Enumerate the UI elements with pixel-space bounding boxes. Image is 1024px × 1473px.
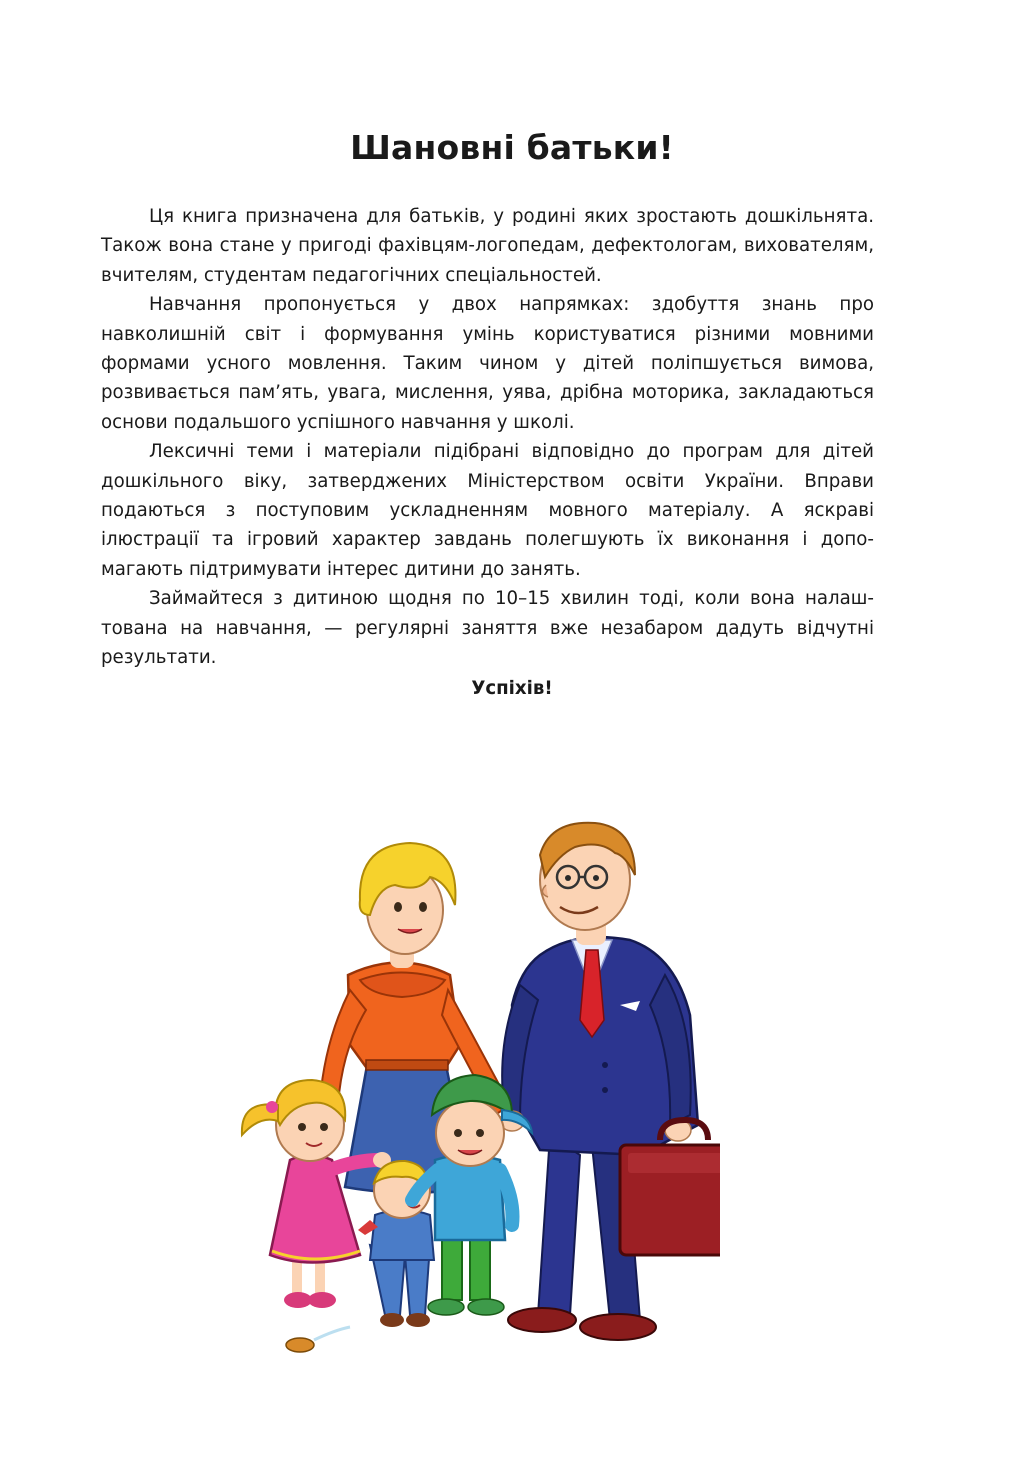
family-illustration bbox=[220, 815, 720, 1375]
paragraph-3: Лексичні теми і матеріали підібрані відповідно до програм для дітей дошкільного віку, затверджених Міністерством освіти України. Вправи подаються з поступовим ускладненням мовного матеріалу. А яскраві ілюстрації та ігровий характер завдань полегшують їх виконання і допомагають підтримувати інтерес дитини до занять. bbox=[101, 441, 874, 580]
paragraph-2: Навчання пропонується у двох напрямках: здобуття знань про навколишній світ і формування умінь користуватися різними мовними формами усного мовлення. Таким чином у дітей поліпшується вимова, розвивається пам’ять, увага, мислення, уява, дрібна моторика, закладаються основи подальшого успішного навчання у школі. bbox=[101, 294, 874, 433]
father-figure bbox=[500, 823, 698, 1340]
paragraph-4: Займайтеся з дитиною щодня по 10–15 хвилин тоді, коли вона налаштована на навчання, — регулярні заняття вже незабаром дадуть відчутні результати. bbox=[101, 588, 874, 669]
page-title: Шановні батьки! bbox=[350, 128, 674, 167]
paragraph-1: Ця книга призначена для батьків, у родині яких зростають дошкільнята. Також вона стане у пригоді фахівцям-логопедам, дефектологам, вихователям, вчителям, студентам педагогічних спеціальностей. bbox=[101, 206, 874, 286]
closing-wish: Успіхів! bbox=[471, 678, 553, 699]
intro-text bbox=[101, 202, 874, 673]
